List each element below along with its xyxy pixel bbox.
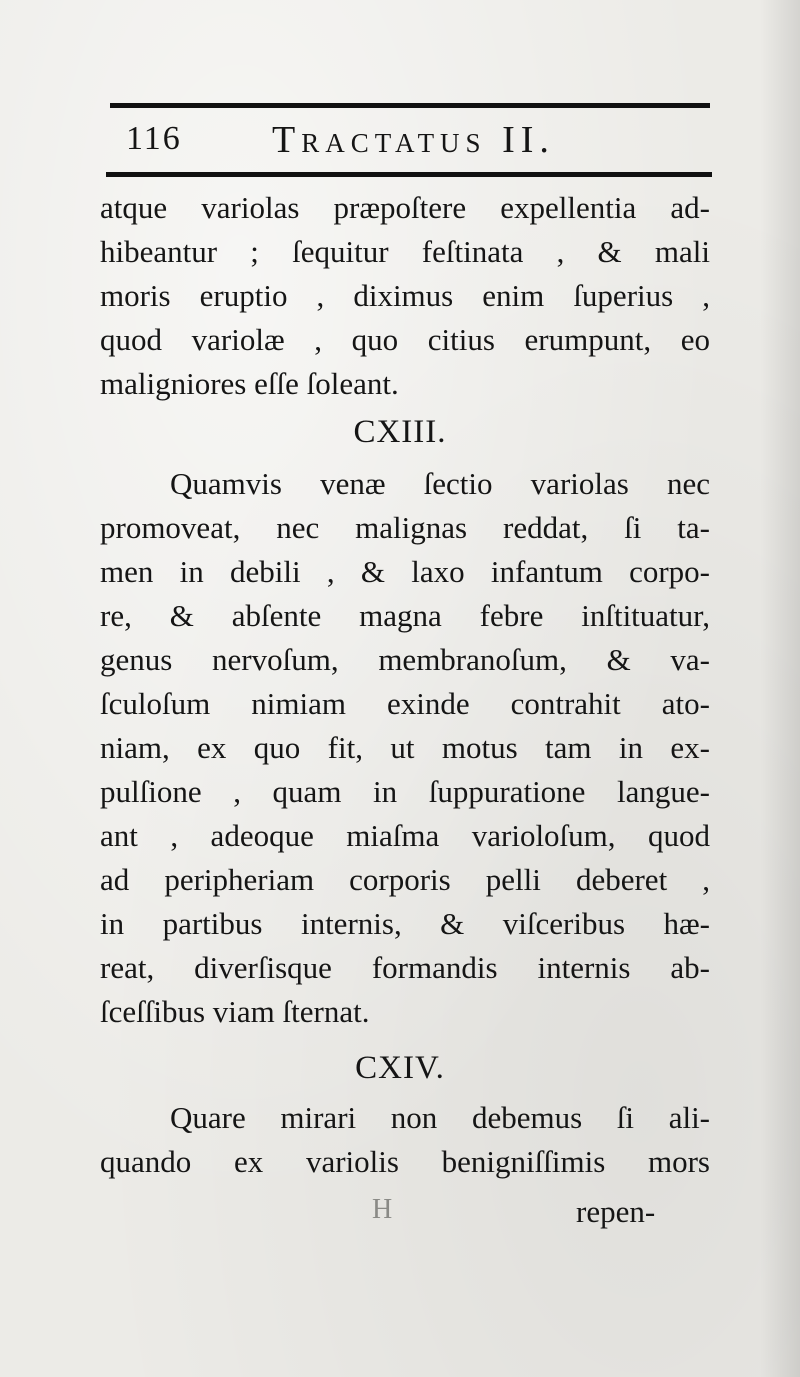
text-line: maligniores eſſe ſoleant. — [100, 366, 399, 401]
text-line: ſceſſibus viam ſternat. — [100, 994, 370, 1029]
page-number: 116 — [126, 120, 182, 157]
running-header — [110, 112, 710, 168]
header-rule-bottom — [106, 172, 712, 177]
text-line: reat, diverſisque formandis internis ab- — [100, 950, 710, 985]
header-rule-top — [110, 103, 710, 108]
paragraph-cxiii — [100, 462, 710, 1034]
paragraph-cxiv — [100, 1096, 710, 1184]
text-line: re, & abſente magna febre inſtituatur, — [100, 598, 710, 633]
text-line: hibeantur ; ſequitur feſtinata , & mali — [100, 234, 710, 269]
running-title: Tractatus II. — [272, 119, 555, 161]
signature-mark: H — [372, 1194, 393, 1225]
text-line: ad peripheriam corporis pelli deberet , — [100, 862, 710, 897]
text-line: Quamvis venæ ſectio variolas nec — [170, 466, 710, 501]
text-line: genus nervoſum, membranoſum, & va- — [100, 642, 710, 677]
text-line: men in debili , & laxo infantum corpo- — [100, 554, 710, 589]
text-line: pulſione , quam in ſuppuratione langue- — [100, 774, 710, 809]
text-line: niam, ex quo fit, ut motus tam in ex- — [100, 730, 710, 765]
text-line: ant , adeoque miaſma varioloſum, quod — [100, 818, 710, 853]
text-line: moris eruptio , diximus enim ſuperius , — [100, 278, 710, 313]
text-line: atque variolas præpoſtere expellentia ad- — [100, 190, 710, 225]
text-line: ſculoſum nimiam exinde contrahit ato- — [100, 686, 710, 721]
section-heading-cxiii: CXIII. — [353, 414, 447, 450]
text-line: quod variolæ , quo citius erumpunt, eo — [100, 322, 710, 357]
catchword: repen- — [576, 1194, 656, 1229]
text-line: quando ex variolis benigniſſimis mors — [100, 1144, 710, 1179]
section-heading-cxiv: CXIV. — [355, 1050, 445, 1086]
text-line: Quare mirari non debemus ſi ali- — [170, 1100, 710, 1135]
paragraph-continued — [100, 186, 710, 406]
text-line: promoveat, nec malignas reddat, ſi ta- — [100, 510, 710, 545]
text-line: in partibus internis, & viſceribus hæ- — [100, 906, 710, 941]
page-edge-shadow — [760, 0, 800, 1377]
